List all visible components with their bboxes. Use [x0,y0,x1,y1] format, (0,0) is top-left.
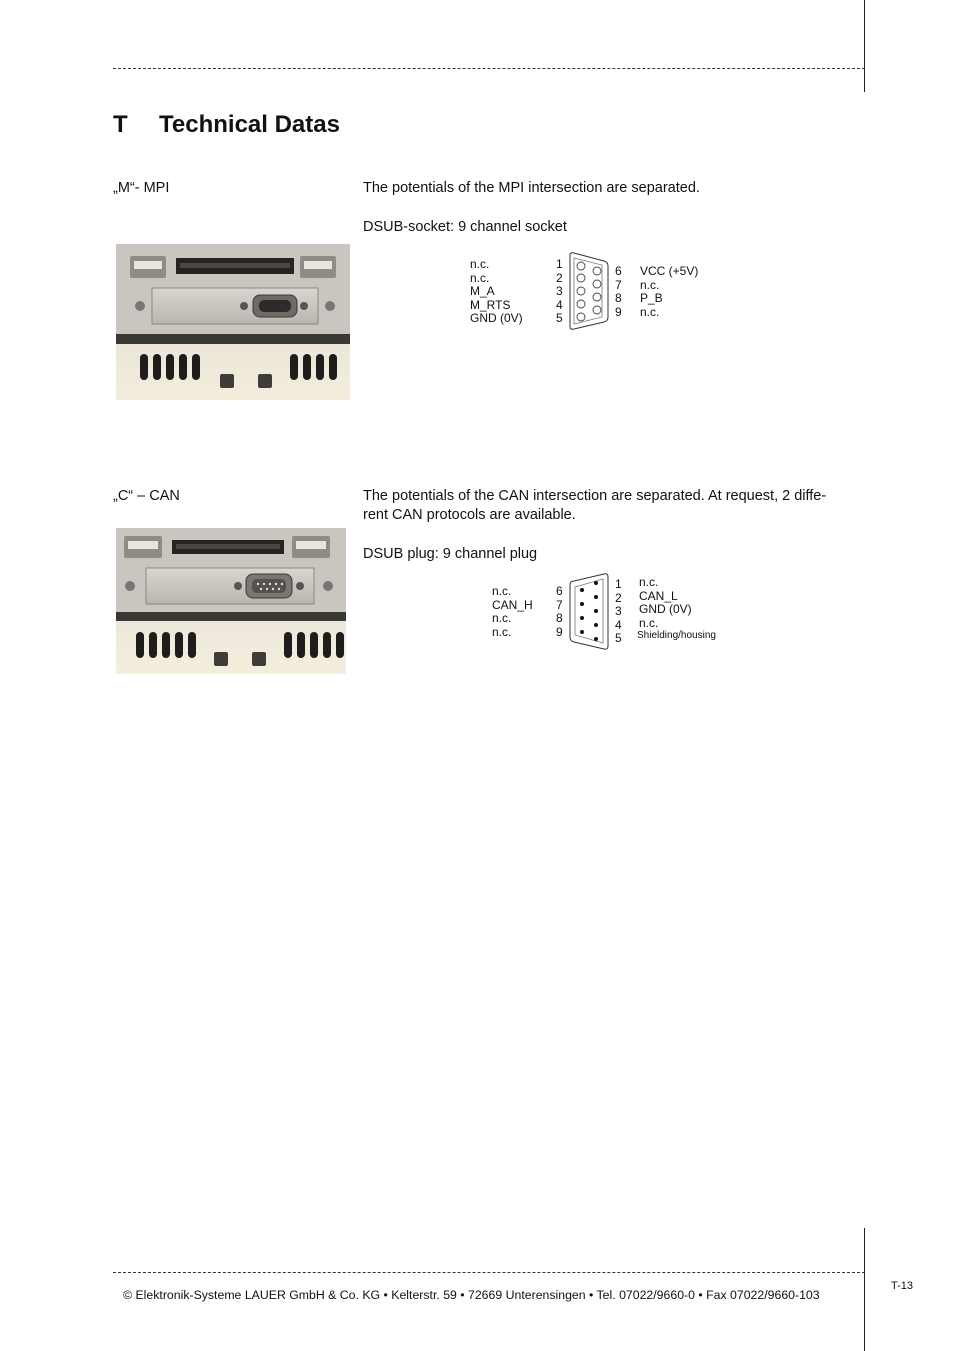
mpi-pin4-signal: M_RTS [470,297,511,312]
can-pin3-signal: GND (0V) [639,602,692,617]
mpi-pin-number: 9 [615,304,622,319]
mpi-pin-number: 8 [615,291,622,306]
can-right-numbers [615,578,622,646]
mpi-pin9-signal: n.c. [640,304,660,319]
dsub-socket-icon [566,251,612,331]
can-pin-number: 7 [556,597,563,612]
chapter-letter: T [113,111,128,138]
can-pin-number: 4 [615,617,622,632]
mpi-label: „M“- MPI [113,180,170,196]
mpi-pin-number: 5 [556,311,563,326]
mpi-pin-number: 7 [615,277,622,292]
can-pin6-signal: n.c. [492,584,512,598]
mpi-right-signals [640,265,698,319]
can-left-signals [492,585,533,639]
can-pin-number: 2 [615,590,622,605]
bottom-dashed-rule [113,1272,865,1273]
can-port-photo [116,528,346,674]
bottom-margin-rule [864,1228,865,1351]
mpi-pin-number: 2 [556,270,563,285]
can-pin1-signal: n.c. [639,575,659,589]
can-connector-type: DSUB plug: 9 channel plug [363,546,538,562]
can-pin-number: 6 [556,584,563,598]
can-pin9-signal: n.c. [492,624,512,639]
can-label: „C“ – CAN [113,488,180,504]
mpi-pin6-signal: VCC (+5V) [640,264,699,278]
mpi-pin5-signal: GND (0V) [470,311,523,326]
mpi-left-numbers [556,258,563,326]
top-dashed-rule [113,68,865,69]
footer-copyright: © Elektronik-Systeme LAUER GmbH & Co. KG • Kelterstr. 59 • 72669 Unterensingen • Tel. 07022/9660-0 • Fax 07022/9660-103 [123,1288,820,1302]
can-pin-number: 9 [556,624,563,639]
can-pin-number: 8 [556,611,563,626]
mpi-pin-number: 1 [556,257,563,271]
can-pin-number: 1 [615,577,622,591]
mpi-pin3-signal: M_A [470,284,495,299]
mpi-pin-number: 6 [615,264,622,278]
can-pin4-signal: n.c. [639,615,659,630]
can-pin8-signal: n.c. [492,611,512,626]
mpi-pin2-signal: n.c. [470,270,490,285]
can-right-signals [639,576,716,642]
mpi-pin8-signal: P_B [640,291,663,306]
dsub-plug-icon [566,571,612,651]
can-pin5-shield: Shielding/housing [637,630,716,642]
can-description-line1: The potentials of the CAN intersection are separated. At request, 2 diffe- [363,488,827,504]
mpi-pin1-signal: n.c. [470,257,490,271]
can-pin-number: 5 [615,631,622,646]
mpi-pin7-signal: n.c. [640,277,660,292]
mpi-connector-type: DSUB-socket: 9 channel socket [363,219,567,235]
mpi-left-signals [470,258,523,326]
can-pin-number: 3 [615,604,622,619]
mpi-description: The potentials of the MPI intersection are separated. [363,180,700,196]
can-left-numbers [556,585,563,639]
mpi-pin-number: 3 [556,284,563,299]
can-description-line2: rent CAN protocols are available. [363,507,576,523]
mpi-pin-number: 4 [556,297,563,312]
can-pin7-signal: CAN_H [492,597,533,612]
mpi-port-photo [116,244,350,400]
mpi-right-numbers [615,265,622,319]
page-number: T-13 [891,1280,914,1292]
can-pin2-signal: CAN_L [639,588,678,603]
page-title: Technical Datas [159,111,340,138]
top-margin-rule [864,0,865,92]
